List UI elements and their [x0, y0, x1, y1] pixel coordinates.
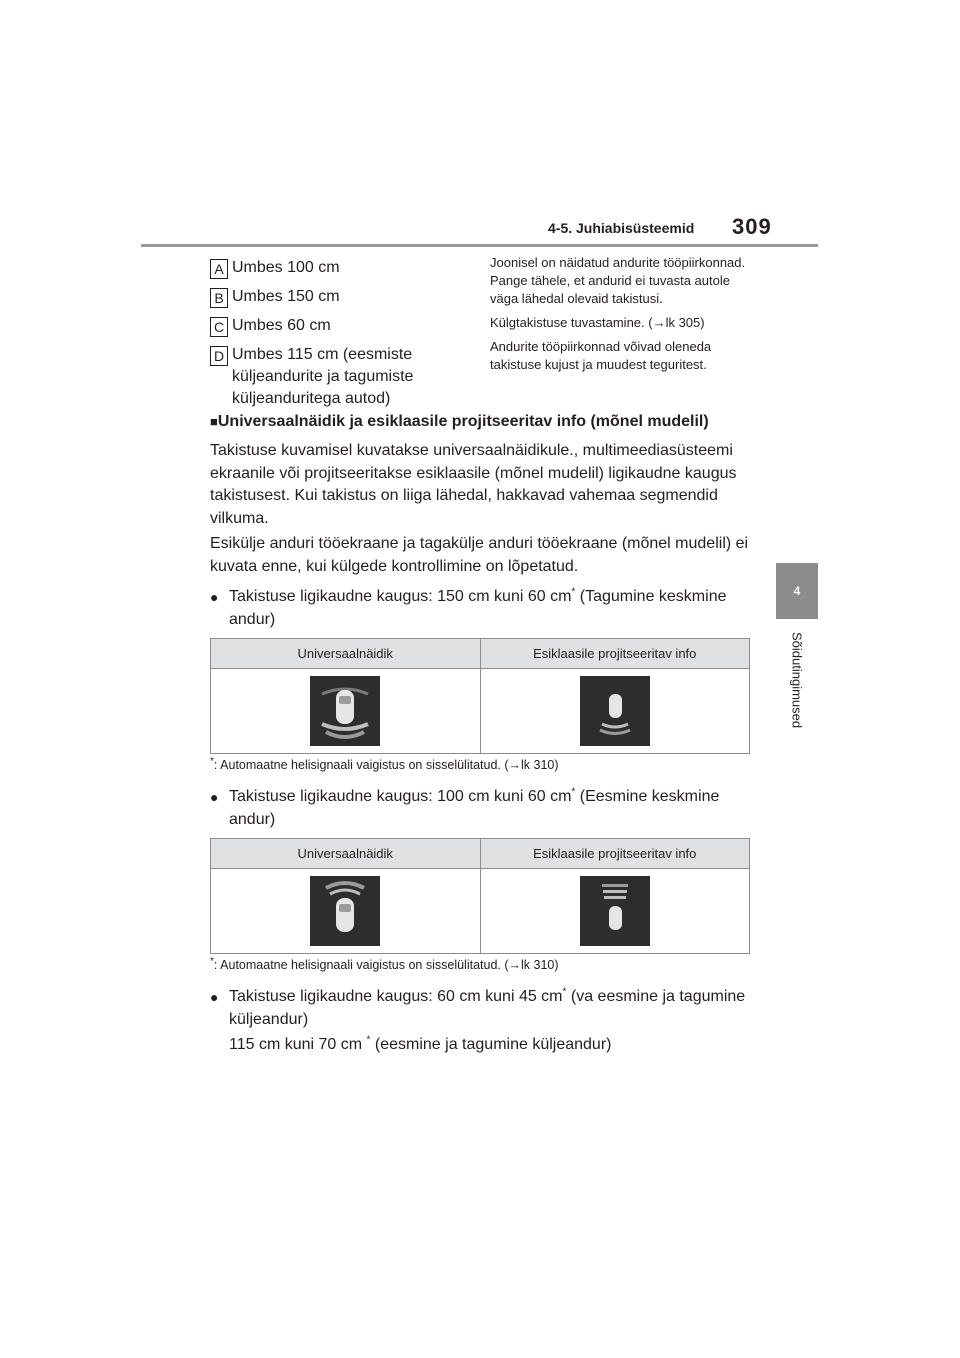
legend-text: Umbes 115 cm (eesmiste küljeandurite ja tagumiste küljeanduritega autod) [232, 346, 414, 407]
distance-bullet [210, 986, 750, 1031]
footnote-text: : Automaatne helisignaali vaigistus on sisselülitatud. (→lk 310) [213, 758, 559, 772]
legend-text: Umbes 60 cm [232, 317, 331, 334]
page-number: 309 [732, 214, 772, 239]
section-title: 4-5. Juhiabisüsteemid [548, 220, 695, 236]
paragraph: Takistuse kuvamisel kuvatakse universaalnäidikule., multimeediasüsteemi ekraanile või projitseeritakse esiklaasile (mõnel mudelil) ligikaudne kaugus takistusest. Kui takistus on liiga lähedal, hakkavad vahemaa segmendid vilkuma. [210, 442, 737, 527]
bullet-text: Takistuse ligikaudne kaugus: 100 cm kuni 60 cm [229, 788, 572, 805]
square-bullet-icon: ■ [210, 414, 218, 429]
bullet-text: Takistuse ligikaudne kaugus: 60 cm kuni 45 cm [229, 988, 563, 1005]
multi-display-front-icon [310, 876, 380, 946]
footnote-mark: * [210, 955, 214, 967]
table-header: Esiklaasile projitseeritav info [480, 839, 750, 869]
footnote-mark: * [210, 755, 214, 767]
legend-letter: A [210, 259, 228, 279]
footnote [210, 955, 559, 972]
table-cell [480, 669, 750, 754]
footnote-mark: * [562, 986, 567, 998]
legend-text: Umbes 150 cm [232, 288, 340, 305]
note-text: Külgtakistuse tuvastamine. (→lk 305) [490, 315, 705, 330]
distance-bullet [210, 586, 750, 631]
note-text: Joonisel on näidatud andurite tööpiirkonnad. Pange tähele, et andurid ei tuvasta autole väga lähedal olevaid takistusi. [490, 255, 746, 306]
chapter-label [788, 632, 806, 742]
table-cell [211, 869, 481, 954]
bullet-text: Takistuse ligikaudne kaugus: 150 cm kuni 60 cm [229, 588, 572, 605]
bullet-text: (Tagumine keskmine andur) [229, 588, 727, 628]
legend-letter: D [210, 346, 228, 366]
chapter-label-text: Sõidutingimused [789, 632, 805, 729]
section-heading [210, 413, 709, 431]
bullet-text: (Eesmine keskmine andur) [229, 788, 720, 828]
footnote-mark: * [571, 786, 576, 798]
footnote-mark: * [571, 586, 576, 598]
table-header: Universaalnäidik [211, 639, 481, 669]
legend-letter: C [210, 317, 228, 337]
table-cell [480, 869, 750, 954]
table-header: Esiklaasile projitseeritav info [480, 639, 750, 669]
footnote-mark: * [366, 1034, 371, 1046]
bullet-continuation [229, 1034, 769, 1057]
chapter-tab[interactable]: 4 [776, 563, 818, 619]
header-divider [141, 244, 818, 247]
distance-bullet [210, 786, 750, 831]
notes-column [490, 254, 756, 380]
hud-rear-icon [580, 676, 650, 746]
display-table [210, 638, 750, 754]
heading-text: Universaalnäidik ja esiklaasile projitseeritav info (mõnel mudelil) [217, 413, 709, 430]
table-cell [211, 669, 481, 754]
note-text: Andurite tööpiirkonnad võivad oleneda takistuse kujust ja muudest teguritest. [490, 339, 712, 372]
bullet-text: (va eesmine ja tagumine küljeandur) [229, 988, 746, 1028]
bullet-text: (eesmine ja tagumine küljeandur) [370, 1036, 612, 1053]
multi-display-rear-icon [310, 676, 380, 746]
footnote-text: : Automaatne helisignaali vaigistus on sisselülitatud. (→lk 310) [213, 958, 559, 972]
display-table [210, 838, 750, 954]
legend-text: Umbes 100 cm [232, 259, 340, 276]
bullet-text: 115 cm kuni 70 cm [229, 1036, 367, 1053]
table-header: Universaalnäidik [211, 839, 481, 869]
paragraph: Esikülje anduri tööekraane ja tagakülje anduri tööekraane (mõnel mudelil) ei kuvata enne, kui külgede kontrollimine on lõpetatud. [210, 535, 749, 575]
hud-front-icon [580, 876, 650, 946]
legend-letter: B [210, 288, 228, 308]
footnote [210, 755, 559, 772]
